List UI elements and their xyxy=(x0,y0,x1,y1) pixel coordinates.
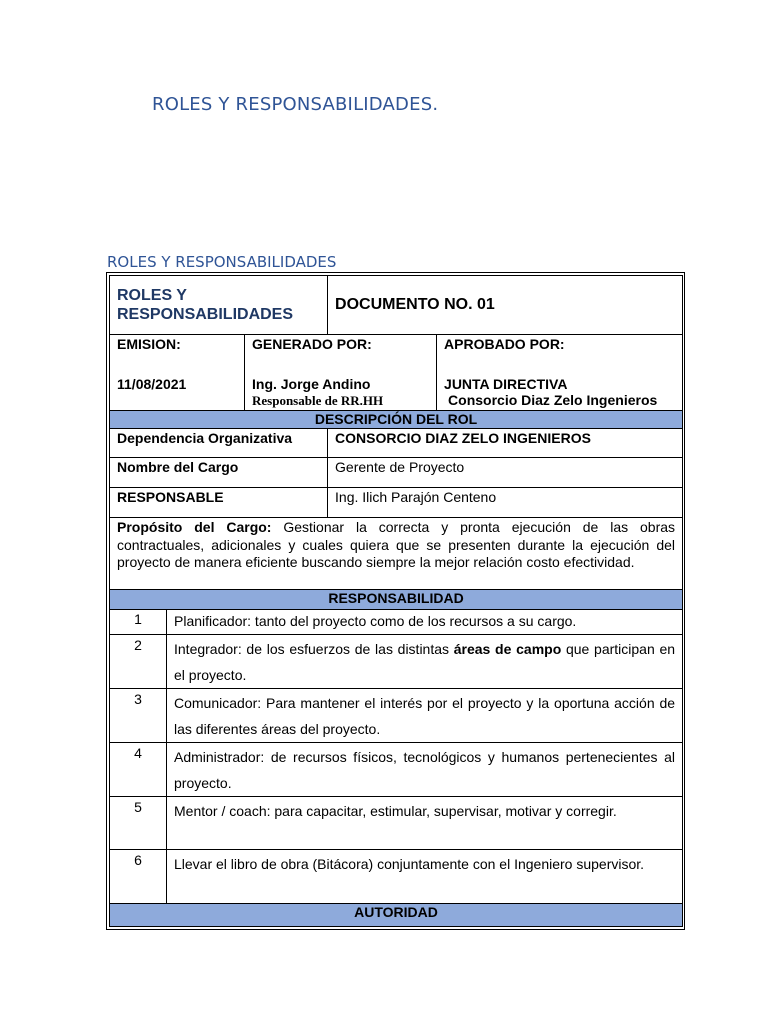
generado-role: Responsable de RR.HH xyxy=(252,393,384,408)
cargo-value: Gerente de Proyecto xyxy=(328,458,683,488)
roles-table xyxy=(109,275,683,927)
section-heading: ROLES Y RESPONSABILIDADES xyxy=(107,253,337,271)
table-title-line1: ROLES Y xyxy=(117,287,187,304)
aprobado-cell xyxy=(437,335,683,411)
document-number: DOCUMENTO NO. 01 xyxy=(328,276,683,335)
responsable-label: RESPONSABLE xyxy=(110,488,328,518)
responsabilidad-text: Integrador: de los esfuerzos de las distintas áreas de campo que participan en el proyecto. xyxy=(167,635,683,689)
proposito-cell xyxy=(110,518,683,590)
responsabilidad-row xyxy=(110,797,683,850)
aprobado-org: Consorcio Diaz Zelo Ingenieros xyxy=(448,392,658,408)
responsabilidad-text: Planificador: tanto del proyecto como de los recursos a su cargo. xyxy=(167,610,683,635)
responsabilidad-text: Llevar el libro de obra (Bitácora) conjuntamente con el Ingeniero supervisor. xyxy=(167,850,683,904)
aprobado-label: APROBADO POR: xyxy=(444,336,565,352)
page-title: ROLES Y RESPONSABILIDADES. xyxy=(152,94,439,115)
responsabilidad-row xyxy=(110,610,683,635)
responsabilidad-row xyxy=(110,635,683,689)
emision-cell xyxy=(110,335,245,411)
responsabilidad-header: RESPONSABILIDAD xyxy=(110,590,683,610)
generado-name: Ing. Jorge Andino xyxy=(252,376,371,392)
table-title-cell xyxy=(110,276,328,335)
descripcion-header: DESCRIPCIÓN DEL ROL xyxy=(110,411,683,429)
cargo-label: Nombre del Cargo xyxy=(110,458,328,488)
responsabilidad-text: Administrador: de recursos físicos, tecnológicos y humanos pertenecientes al proyecto. xyxy=(167,743,683,797)
emision-label: EMISION: xyxy=(117,336,181,352)
responsabilidad-number: 1 xyxy=(110,610,167,635)
responsabilidad-row xyxy=(110,689,683,743)
responsabilidad-number: 3 xyxy=(110,689,167,743)
generado-cell xyxy=(245,335,437,411)
aprobado-name: JUNTA DIRECTIVA xyxy=(444,376,568,392)
table-title-line2: RESPONSABILIDADES xyxy=(117,306,294,323)
responsabilidad-text: Comunicador: Para mantener el interés por el proyecto y la oportuna acción de las diferentes áreas del proyecto. xyxy=(167,689,683,743)
proposito-text: Gestionar la correcta y pronta ejecución de las obras contractuales, adicionales y cuales quiera que se presenten durante la ejecución del proyecto de manera eficiente buscando siempre la mejor relación costo efectividad. xyxy=(117,519,676,570)
responsable-value: Ing. Ilich Parajón Centeno xyxy=(328,488,683,518)
autoridad-header: AUTORIDAD xyxy=(110,904,683,927)
dependencia-value: CONSORCIO DIAZ ZELO INGENIEROS xyxy=(328,429,683,458)
dependencia-label: Dependencia Organizativa xyxy=(110,429,328,458)
responsabilidad-number: 5 xyxy=(110,797,167,850)
responsabilidad-number: 4 xyxy=(110,743,167,797)
responsabilidad-row xyxy=(110,743,683,797)
emision-value: 11/08/2021 xyxy=(117,376,187,392)
responsabilidad-number: 2 xyxy=(110,635,167,689)
proposito-label: Propósito del Cargo: xyxy=(117,519,272,535)
responsabilidad-number: 6 xyxy=(110,850,167,904)
responsabilidad-text: Mentor / coach: para capacitar, estimular, supervisar, motivar y corregir. xyxy=(167,797,683,850)
roles-table-frame xyxy=(106,272,685,930)
responsabilidad-row xyxy=(110,850,683,904)
generado-label: GENERADO POR: xyxy=(252,336,372,352)
